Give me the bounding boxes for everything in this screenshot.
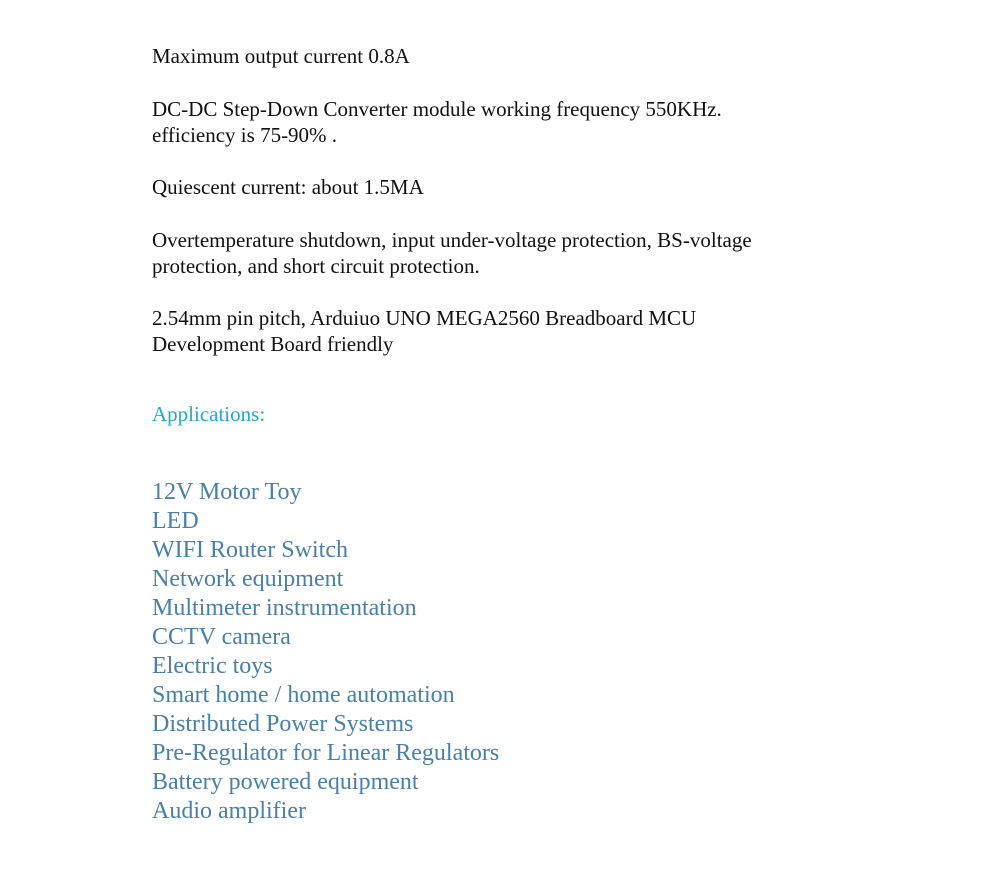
application-item: CCTV camera [152, 624, 291, 650]
spec-frequency-line-2: efficiency is 75-90% . [152, 123, 338, 147]
spec-max-current [152, 43, 410, 69]
spec-protection-line-2: protection, and short circuit protection. [152, 254, 480, 278]
spec-max-current-text: Maximum output current 0.8A [152, 44, 410, 68]
spec-frequency [152, 96, 722, 148]
spec-protection [152, 227, 752, 279]
spec-pin-pitch [152, 305, 696, 357]
application-item: Electric toys [152, 653, 273, 679]
application-item: Pre-Regulator for Linear Regulators [152, 740, 500, 766]
application-item: LED [152, 508, 199, 534]
application-item: WIFI Router Switch [152, 537, 348, 563]
spec-quiescent-current [152, 174, 424, 200]
application-item: 12V Motor Toy [152, 479, 302, 505]
application-item: Distributed Power Systems [152, 711, 414, 737]
spec-pitch-line-1: 2.54mm pin pitch, Arduiuo UNO MEGA2560 Breadboard MCU [152, 306, 697, 330]
application-item: Network equipment [152, 566, 344, 592]
application-item: Smart home / home automation [152, 682, 455, 708]
application-item: Battery powered equipment [152, 769, 419, 795]
spec-pitch-line-2: Development Board friendly [152, 332, 394, 356]
applications-list [152, 478, 499, 826]
applications-heading: Applications: [152, 402, 266, 426]
spec-protection-line-1: Overtemperature shutdown, input under-voltage protection, BS-voltage [152, 228, 752, 252]
spec-quiescent-text: Quiescent current: about 1.5MA [152, 175, 424, 199]
application-item: Audio amplifier [152, 798, 306, 824]
application-item: Multimeter instrumentation [152, 595, 417, 621]
spec-frequency-line-1: DC-DC Step-Down Converter module working frequency 550KHz. [152, 97, 722, 121]
